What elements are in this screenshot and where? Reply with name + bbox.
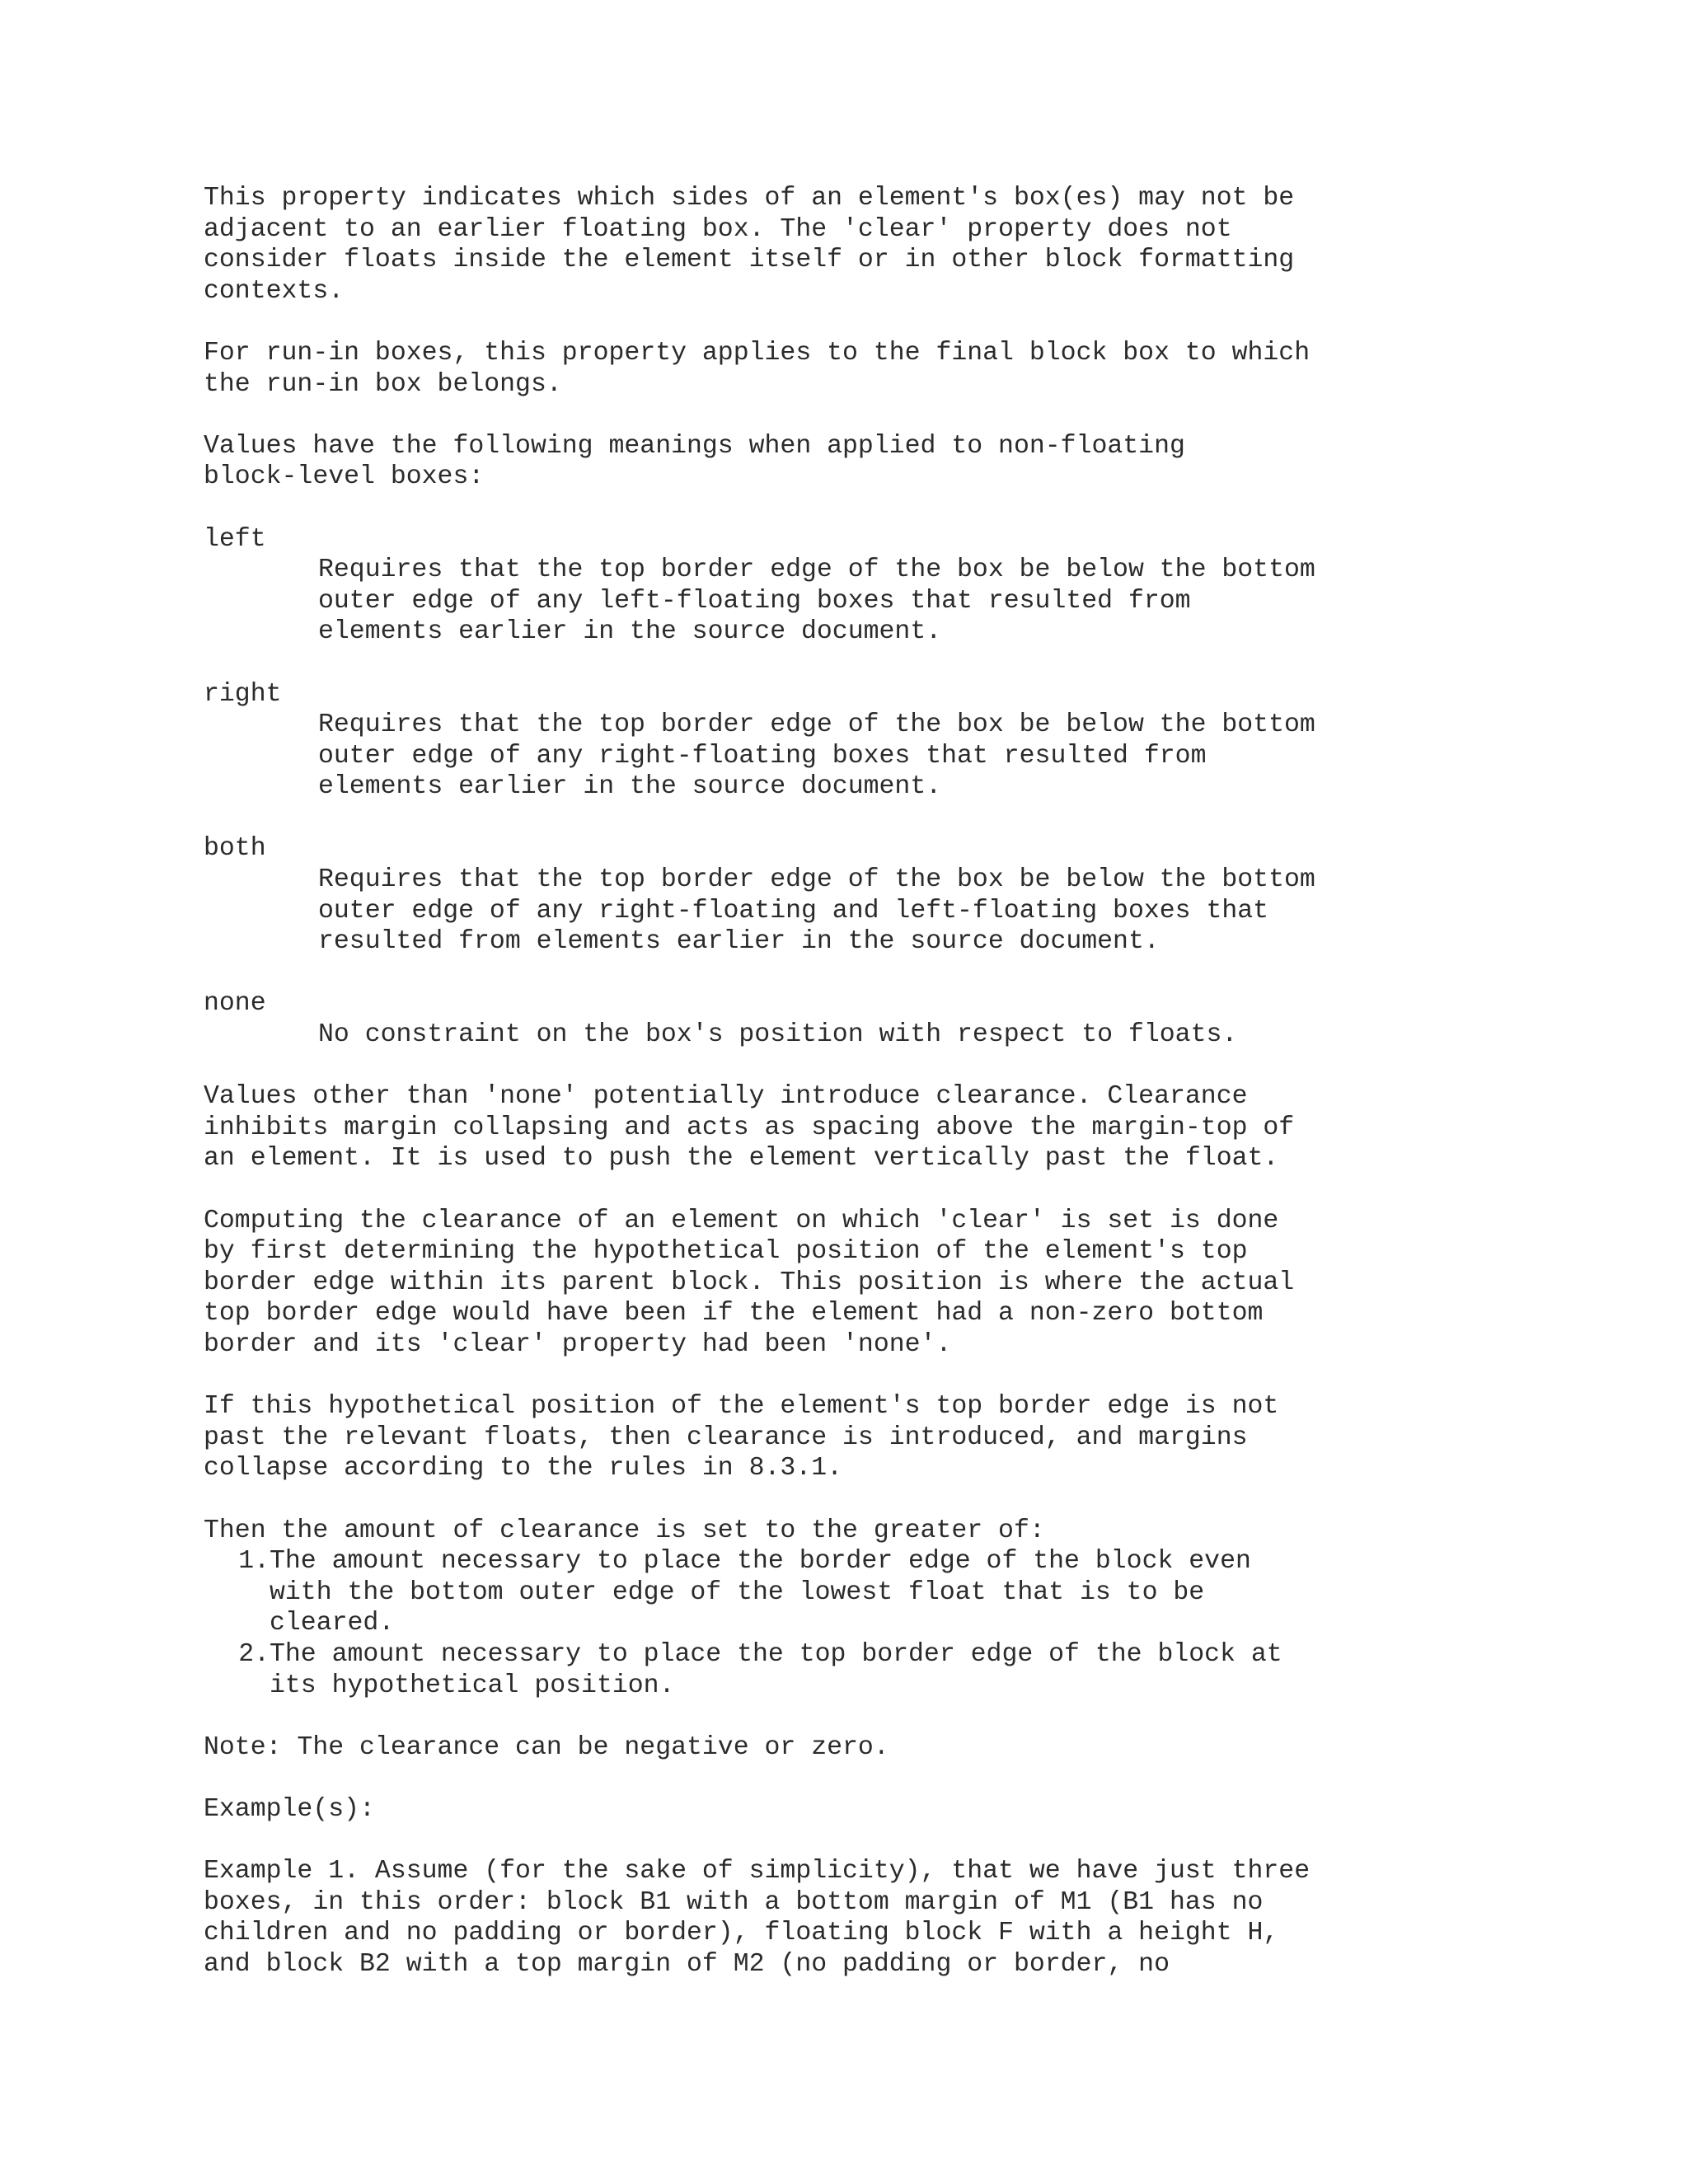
list-item xyxy=(204,1546,1654,1639)
value-term: both xyxy=(204,834,266,864)
value-term: none xyxy=(204,989,266,1019)
text-line: resulted from elements earlier in the source document. xyxy=(318,927,1160,957)
list-item-body xyxy=(270,1546,1654,1639)
computing-paragraph xyxy=(204,1206,1654,1361)
text-line: consider floats inside the element itself or in other block formatting xyxy=(204,246,1295,275)
text-line: This property indicates which sides of an element's box(es) may not be xyxy=(204,184,1295,213)
text-line: outer edge of any left-floating boxes that resulted from xyxy=(318,586,1191,616)
text-line: Values other than 'none' potentially introduce clearance. Clearance xyxy=(204,1082,1248,1112)
value-term: right xyxy=(204,679,282,709)
text-line: inhibits margin collapsing and acts as spacing above the margin-top of xyxy=(204,1113,1295,1142)
text-line: the run-in box belongs. xyxy=(204,369,562,399)
text-line: adjacent to an earlier floating box. The 'clear' property does not xyxy=(204,214,1232,244)
text-line: top border edge would have been if the element had a non-zero bottom xyxy=(204,1299,1264,1329)
text-line: If this hypothetical position of the element's top border edge is not xyxy=(204,1392,1279,1422)
value-definition xyxy=(204,710,1654,803)
values-definition-list xyxy=(204,524,1654,1051)
text-line: The amount necessary to place the top border edge of the block at xyxy=(270,1639,1282,1669)
value-definition xyxy=(204,1019,1654,1051)
text-line: past the relevant floats, then clearance is introduced, and margins xyxy=(204,1422,1248,1452)
value-left xyxy=(204,524,1654,648)
text-line: Example(s): xyxy=(204,1794,375,1824)
examples-label xyxy=(204,1794,1654,1825)
intro-paragraph xyxy=(204,183,1654,307)
text-line: Computing the clearance of an element on which 'clear' is set is done xyxy=(204,1206,1279,1235)
clearance-intro-paragraph xyxy=(204,1081,1654,1174)
text-line: children and no padding or border), floating block F with a height H, xyxy=(204,1919,1279,1948)
text-line: border edge within its parent block. This position is where the actual xyxy=(204,1268,1295,1297)
value-definition xyxy=(204,865,1654,958)
text-line: outer edge of any right-floating and left-floating boxes that xyxy=(318,896,1269,926)
text-line: and block B2 with a top margin of M2 (no padding or border, no xyxy=(204,1949,1170,1979)
list-item-number: 1. xyxy=(238,1547,270,1577)
text-line: Values have the following meanings when applied to non-floating xyxy=(204,431,1185,461)
text-line: contexts. xyxy=(204,276,345,306)
text-line: collapse according to the rules in 8.3.1. xyxy=(204,1454,843,1483)
text-line: boxes, in this order: block B1 with a bottom margin of M1 (B1 has no xyxy=(204,1887,1264,1917)
text-line: For run-in boxes, this property applies to the final block box to which xyxy=(204,338,1311,368)
value-term: left xyxy=(204,524,266,554)
text-line: The amount necessary to place the border edge of the block even xyxy=(270,1547,1251,1577)
clearance-amount-list xyxy=(204,1516,1654,1702)
value-definition xyxy=(204,555,1654,648)
hypothetical-paragraph xyxy=(204,1391,1654,1484)
text-line: its hypothetical position. xyxy=(270,1671,675,1700)
text-line: block-level boxes: xyxy=(204,462,485,492)
text-line: No constraint on the box's position with respect to floats. xyxy=(318,1020,1238,1050)
list-item xyxy=(204,1639,1654,1701)
values-intro-paragraph xyxy=(204,431,1654,493)
run-in-paragraph xyxy=(204,338,1654,400)
example-1-paragraph xyxy=(204,1856,1654,1980)
text-line: elements earlier in the source document. xyxy=(318,617,942,647)
value-none xyxy=(204,988,1654,1050)
text-line: Note: The clearance can be negative or zero. xyxy=(204,1732,889,1762)
text-line: by first determining the hypothetical position of the element's top xyxy=(204,1237,1248,1267)
note-paragraph xyxy=(204,1732,1654,1764)
text-line: Example 1. Assume (for the sake of simplicity), that we have just three xyxy=(204,1857,1311,1886)
list-item-number: 2. xyxy=(238,1639,270,1669)
text-line: Requires that the top border edge of the box be below the bottom xyxy=(318,710,1315,740)
value-right xyxy=(204,679,1654,803)
text-line: elements earlier in the source document. xyxy=(318,772,942,802)
value-both xyxy=(204,833,1654,957)
text-line: an element. It is used to push the element vertically past the float. xyxy=(204,1144,1279,1174)
text-line: Requires that the top border edge of the box be below the bottom xyxy=(318,865,1315,895)
text-line: border and its 'clear' property had been 'none'. xyxy=(204,1329,952,1359)
text-line: Requires that the top border edge of the box be below the bottom xyxy=(318,555,1315,585)
list-lead: Then the amount of clearance is set to the greater of: xyxy=(204,1516,1045,1545)
text-line: cleared. xyxy=(270,1609,395,1638)
text-line: with the bottom outer edge of the lowest float that is to be xyxy=(270,1577,1205,1607)
list-item-body xyxy=(270,1639,1654,1701)
text-line: outer edge of any right-floating boxes that resulted from xyxy=(318,741,1207,771)
document-body xyxy=(204,183,1654,2011)
